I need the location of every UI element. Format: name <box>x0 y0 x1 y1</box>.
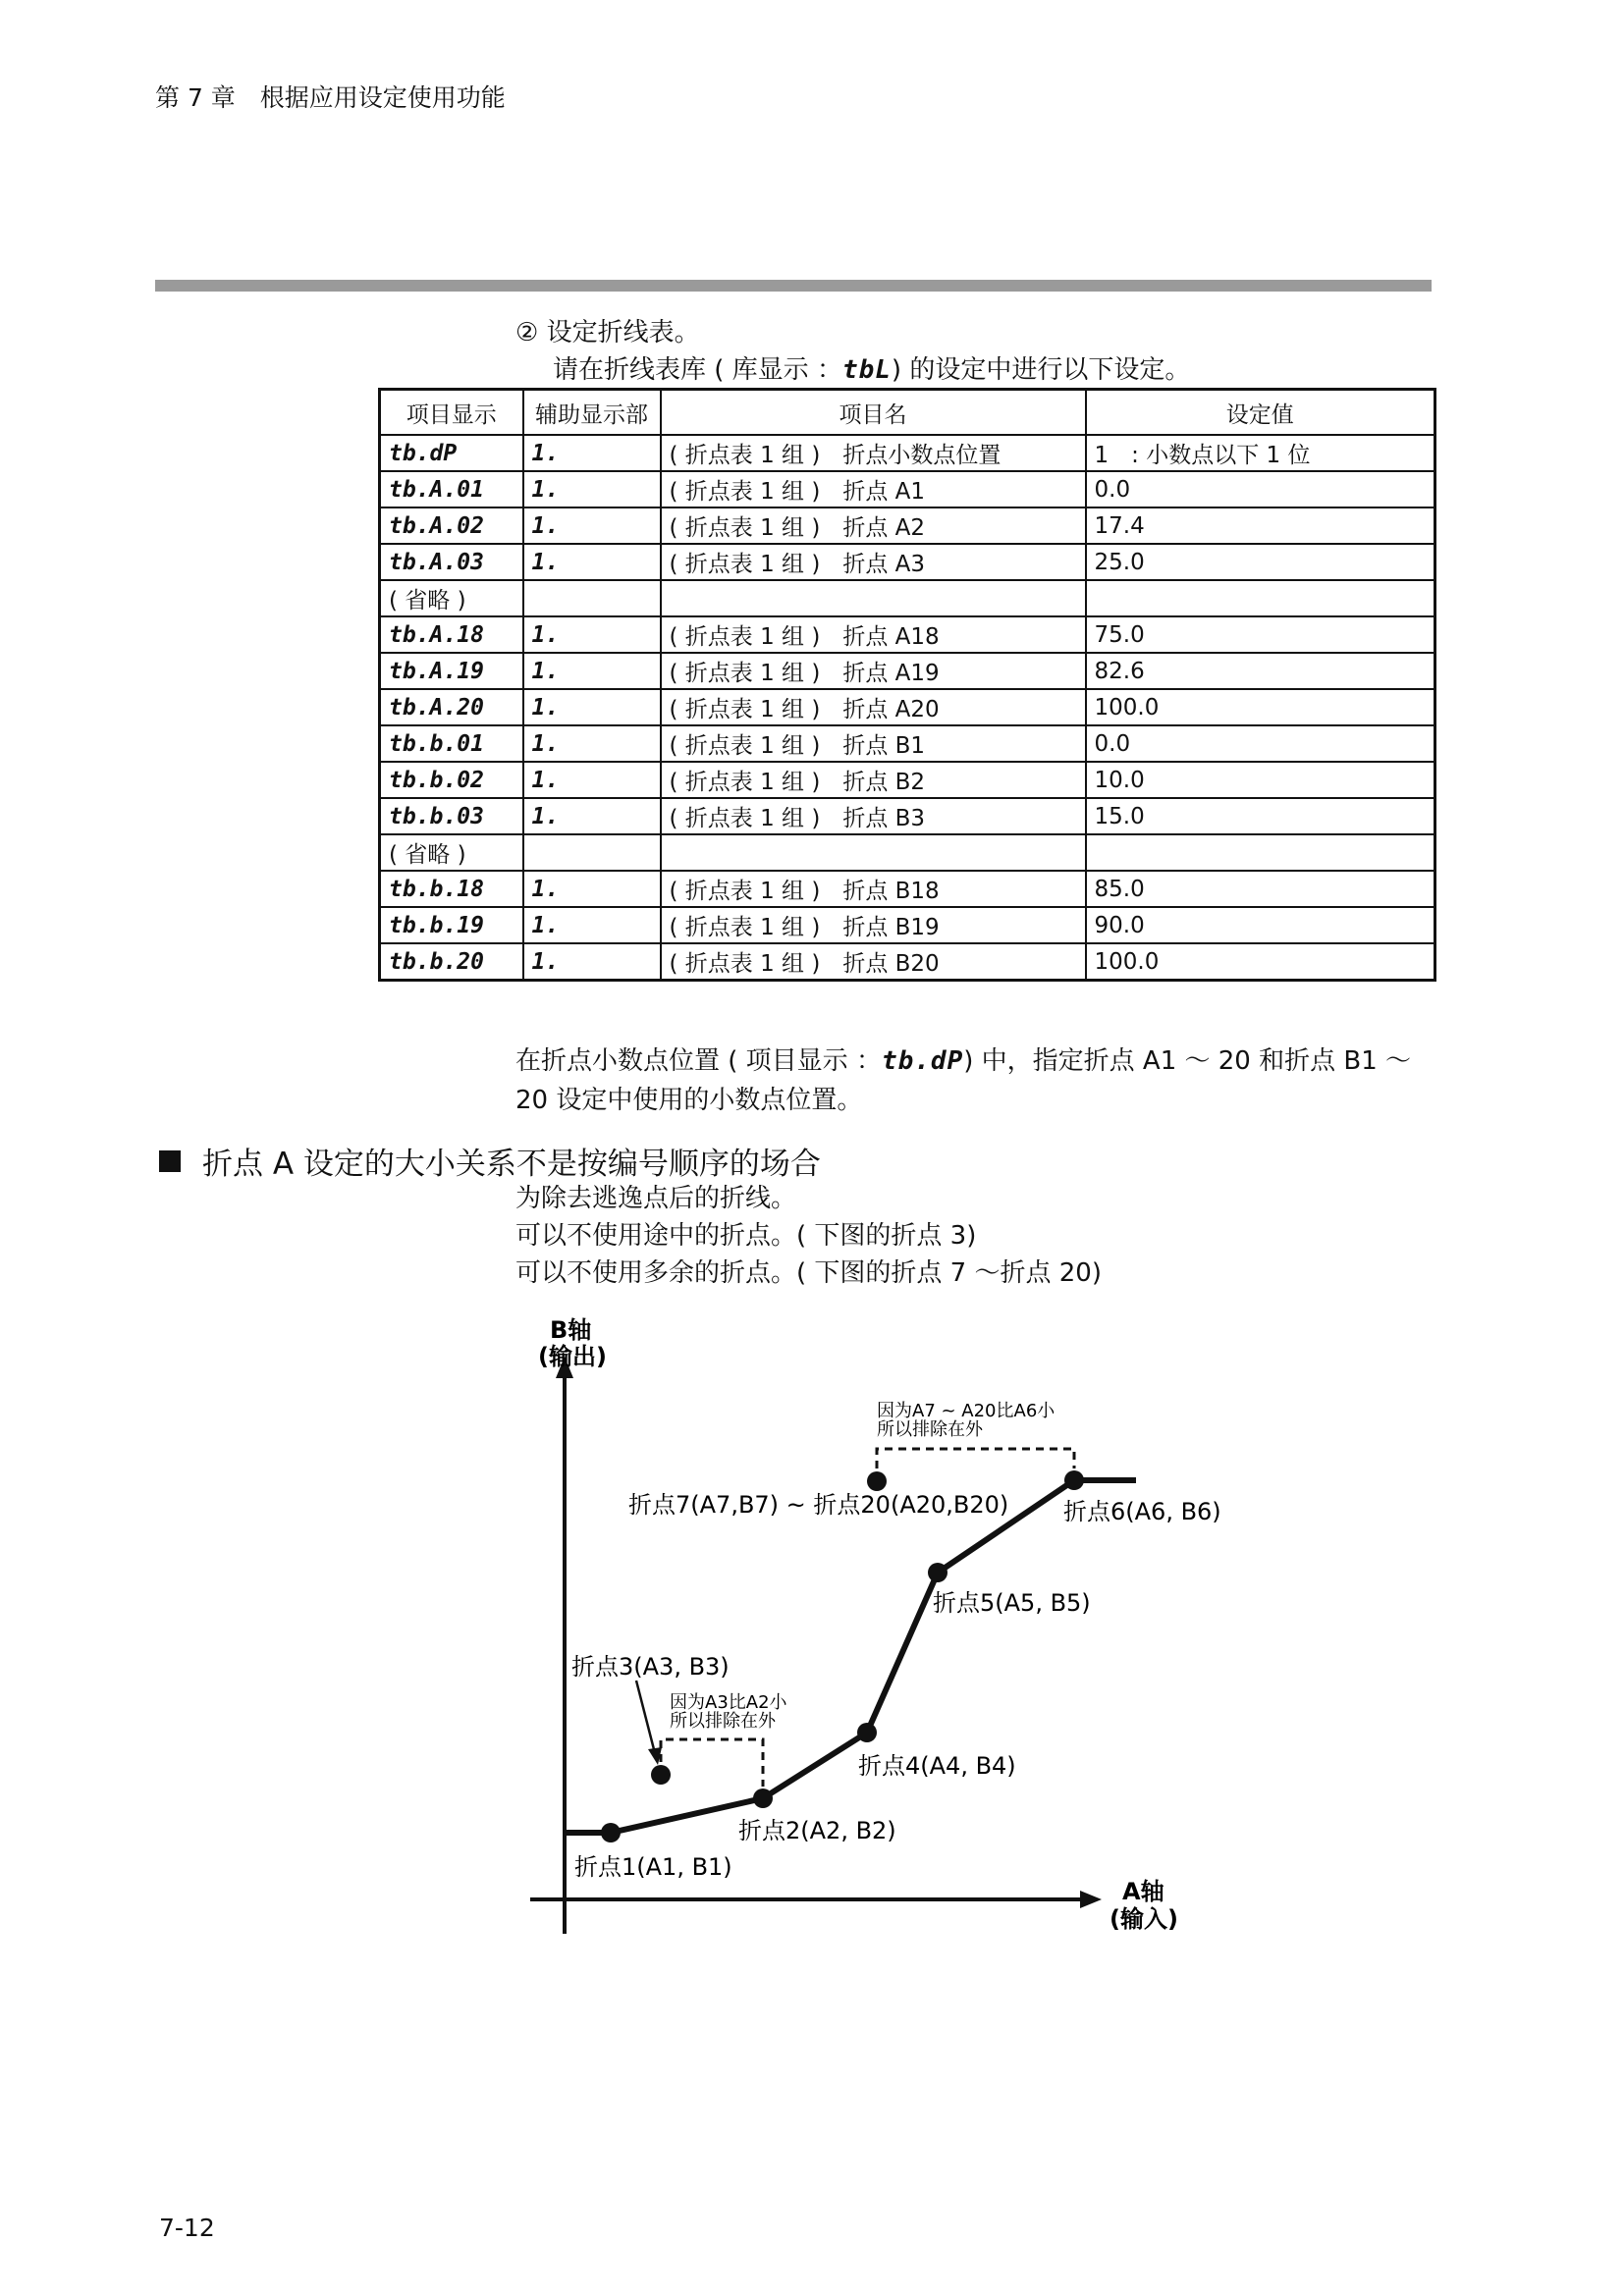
label-point-4: 折点4(A4, B4) <box>858 1752 1016 1780</box>
cell-item-name: ( 折点表 1 组 ) 折点 A18 <box>661 616 1086 653</box>
cell-aux-display: 1. <box>523 471 661 507</box>
p3-pointer-line <box>636 1681 656 1757</box>
note-line-2: 20 设定中使用的小数点位置。 <box>515 1086 863 1115</box>
label-point-1: 折点1(A1, B1) <box>574 1853 732 1881</box>
point-5 <box>928 1563 947 1582</box>
header-setting-value: 设定值 <box>1086 390 1435 436</box>
cell-item-name: ( 折点表 1 组 ) 折点 B2 <box>661 762 1086 798</box>
cell-setting-value: 82.6 <box>1086 653 1435 689</box>
x-axis-label: A轴 <box>1122 1878 1164 1905</box>
instruction-text-before: 请在折线表库 ( 库显示 ： <box>553 355 842 385</box>
page-number: 7-12 <box>159 2214 215 2242</box>
cell-setting-value: 90.0 <box>1086 907 1435 943</box>
cell-aux-display: 1. <box>523 725 661 762</box>
bank-code: tbL <box>841 355 892 385</box>
cell-item-name: ( 折点表 1 组 ) 折点 A3 <box>661 544 1086 580</box>
label-point-3: 折点3(A3, B3) <box>571 1653 730 1681</box>
cell-aux-display: 1. <box>523 943 661 981</box>
cell-item-name: ( 折点表 1 组 ) 折点 A2 <box>661 507 1086 544</box>
section-title-text: 折点 A 设定的大小关系不是按编号顺序的场合 <box>202 1147 821 1182</box>
y-axis-sublabel: (输出) <box>538 1343 607 1370</box>
cell-item-display: tb.b.03 <box>380 798 523 834</box>
cell-setting-value: 0.0 <box>1086 471 1435 507</box>
cell-aux-display: 1. <box>523 616 661 653</box>
p3-pointer-arrow-icon <box>648 1747 662 1765</box>
note-text-after: ) 中，指定折点 A1 ～ 20 和折点 B1 ～ <box>963 1046 1412 1076</box>
cell-aux-display: 1. <box>523 435 661 471</box>
cell-setting-value: 17.4 <box>1086 507 1435 544</box>
instruction-text-after: ) 的设定中进行以下设定。 <box>891 355 1191 385</box>
cell-item-name: ( 折点表 1 组 ) 折点 B20 <box>661 943 1086 981</box>
section-line-2: 可以不使用途中的折点。( 下图的折点 3) <box>515 1221 977 1251</box>
cell-aux-display: 1. <box>523 544 661 580</box>
p3-note-line-1: 因为A3比A2小 <box>670 1692 787 1713</box>
cell-aux-display: 1. <box>523 507 661 544</box>
cell-item-name: ( 折点表 1 组 ) 折点 B1 <box>661 725 1086 762</box>
point-7-20 <box>867 1471 887 1491</box>
cell-item-name: ( 折点表 1 组 ) 折点 B18 <box>661 871 1086 907</box>
point-1 <box>601 1823 621 1842</box>
cell-aux-display: 1. <box>523 871 661 907</box>
point-3 <box>651 1765 671 1785</box>
cell-item-name: ( 折点表 1 组 ) 折点 A19 <box>661 653 1086 689</box>
label-point-7-20: 折点7(A7,B7) ~ 折点20(A20,B20) <box>628 1491 1009 1519</box>
cell-item-display: ( 省略 ) <box>380 580 523 616</box>
p7-exclusion-bracket <box>877 1449 1074 1468</box>
label-point-5: 折点5(A5, B5) <box>933 1589 1091 1617</box>
p3-exclusion-bracket <box>661 1739 763 1787</box>
cell-item-display: tb.b.20 <box>380 943 523 981</box>
cell-aux-display: 1. <box>523 907 661 943</box>
x-axis-sublabel: (输入) <box>1110 1905 1178 1933</box>
section-line-1: 为除去逃逸点后的折线。 <box>515 1184 797 1213</box>
cell-item-name: ( 折点表 1 组 ) 折点 A1 <box>661 471 1086 507</box>
cell-item-display: tb.b.18 <box>380 871 523 907</box>
cell-aux-display: 1. <box>523 762 661 798</box>
cell-setting-value: 10.0 <box>1086 762 1435 798</box>
label-point-6: 折点6(A6, B6) <box>1063 1498 1221 1525</box>
header-aux-display: 辅助显示部 <box>523 390 661 436</box>
note-code: tb.dP <box>881 1046 964 1076</box>
cell-aux-display: 1. <box>523 798 661 834</box>
cell-aux-display: 1. <box>523 653 661 689</box>
point-4 <box>857 1723 877 1742</box>
p7-note-line-1: 因为A7 ~ A20比A6小 <box>877 1401 1056 1421</box>
y-axis-label: B轴 <box>550 1316 592 1344</box>
chapter-header: 第 7 章 根据应用设定使用功能 <box>155 83 506 112</box>
p7-note-line-2: 所以排除在外 <box>877 1419 983 1440</box>
header-item-display: 项目显示 <box>380 390 523 436</box>
note-text-before: 在折点小数点位置 ( 项目显示 ： <box>515 1046 882 1076</box>
x-axis-arrow-icon <box>1080 1891 1102 1908</box>
cell-item-display: tb.b.01 <box>380 725 523 762</box>
cell-setting-value: 1 : 小数点以下 1 位 <box>1086 435 1435 471</box>
cell-item-display: tb.A.20 <box>380 689 523 725</box>
cell-item-display: tb.A.03 <box>380 544 523 580</box>
cell-item-name: ( 折点表 1 组 ) 折点 B19 <box>661 907 1086 943</box>
section-line-3: 可以不使用多余的折点。( 下图的折点 7 ～折点 20) <box>515 1258 1102 1288</box>
cell-item-display: tb.A.02 <box>380 507 523 544</box>
header-item-name: 项目名 <box>661 390 1086 436</box>
cell-setting-value: 100.0 <box>1086 689 1435 725</box>
cell-setting-value: 85.0 <box>1086 871 1435 907</box>
cell-item-display: tb.dP <box>380 435 523 471</box>
cell-item-name: ( 折点表 1 组 ) 折点 B3 <box>661 798 1086 834</box>
label-point-2: 折点2(A2, B2) <box>738 1817 896 1844</box>
cell-aux-display: 1. <box>523 689 661 725</box>
p3-note-line-2: 所以排除在外 <box>670 1711 776 1732</box>
cell-setting-value: 15.0 <box>1086 798 1435 834</box>
cell-setting-value: 0.0 <box>1086 725 1435 762</box>
cell-item-display: tb.A.18 <box>380 616 523 653</box>
point-6 <box>1064 1470 1084 1490</box>
cell-item-display: tb.b.19 <box>380 907 523 943</box>
cell-item-name: ( 折点表 1 组 ) 折点小数点位置 <box>661 435 1086 471</box>
step-title: ② 设定折线表。 <box>515 318 700 347</box>
cell-item-display: ( 省略 ) <box>380 834 523 871</box>
cell-item-name: ( 折点表 1 组 ) 折点 A20 <box>661 689 1086 725</box>
cell-item-display: tb.A.19 <box>380 653 523 689</box>
cell-setting-value: 100.0 <box>1086 943 1435 981</box>
cell-item-display: tb.A.01 <box>380 471 523 507</box>
cell-item-display: tb.b.02 <box>380 762 523 798</box>
point-2 <box>753 1789 773 1808</box>
cell-setting-value: 25.0 <box>1086 544 1435 580</box>
cell-setting-value: 75.0 <box>1086 616 1435 653</box>
